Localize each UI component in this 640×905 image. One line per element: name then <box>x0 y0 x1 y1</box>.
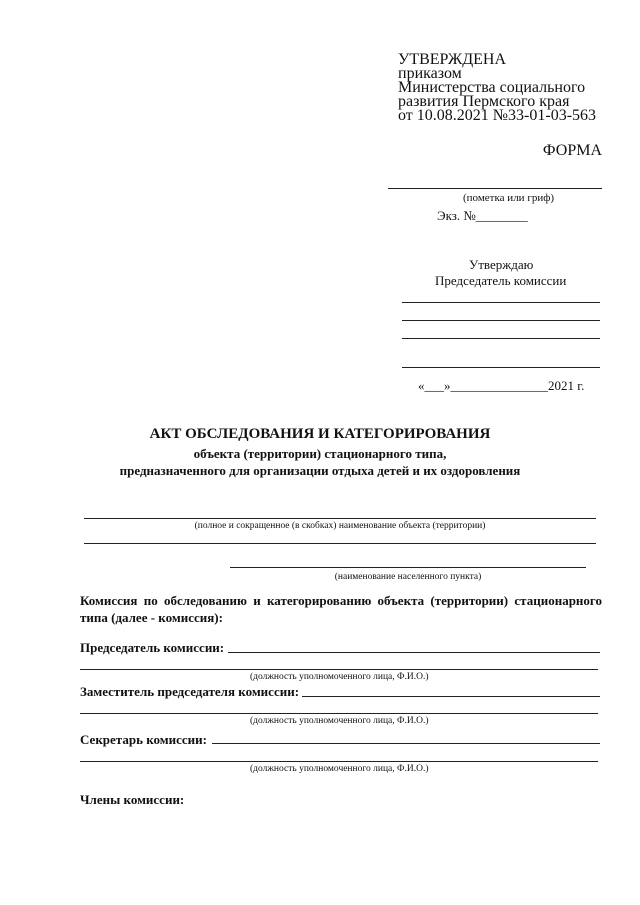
document-subtitle-1: объекта (территории) стационарного типа, <box>193 446 447 461</box>
secretary-line-1 <box>212 743 600 744</box>
signature-line-1 <box>402 302 600 303</box>
approval-order-number: от 10.08.2021 №33-01-03-563 <box>398 107 597 124</box>
copy-number: Экз. №________ <box>437 208 528 223</box>
chair-label: Председатель комиссии: <box>80 640 225 655</box>
document-title: АКТ ОБСЛЕДОВАНИЯ И КАТЕГОРИРОВАНИЯ <box>149 426 491 442</box>
approve-chair: Председатель комиссии <box>435 273 567 288</box>
chair-line-1 <box>228 652 600 653</box>
locality-line <box>230 567 586 568</box>
mark-line <box>388 188 602 189</box>
object-name-line-1 <box>84 518 596 519</box>
members-label: Члены комиссии: <box>80 792 185 807</box>
object-name-caption: (полное и сокращенное (в скобках) наименование объекта (территории) <box>194 521 486 531</box>
deputy-label: Заместитель председателя комиссии: <box>80 684 300 699</box>
approval-by-order: приказом <box>398 65 462 82</box>
secretary-label: Секретарь комиссии: <box>80 732 207 747</box>
approve-date: «___»_______________2021 г. <box>418 378 585 393</box>
deputy-caption: (должность уполномоченного лица, Ф.И.О.) <box>250 716 429 726</box>
signature-line-4 <box>402 367 600 368</box>
form-label: ФОРМА <box>542 142 602 159</box>
document-subtitle-2: предназначенного для организации отдыха детей и их оздоровления <box>119 463 521 478</box>
approval-block <box>398 53 596 123</box>
signature-line-3 <box>402 338 600 339</box>
locality-caption: (наименование населенного пункта) <box>334 572 482 582</box>
secretary-line-2 <box>80 761 598 762</box>
deputy-line-2 <box>80 713 598 714</box>
mark-caption: (пометка или гриф) <box>463 192 555 204</box>
approval-heading: УТВЕРЖДЕНА <box>398 51 507 68</box>
chair-line-2 <box>80 669 598 670</box>
commission-intro: Комиссия по обследованию и категорированию объекта (территории) стационарного типа (далее - комиссия): <box>80 593 602 625</box>
approve-word: Утверждаю <box>469 257 534 272</box>
approval-ministry: Министерства социального <box>398 79 586 96</box>
approval-region: развития Пермского края <box>398 93 570 110</box>
chair-caption: (должность уполномоченного лица, Ф.И.О.) <box>250 672 429 682</box>
signature-line-2 <box>402 320 600 321</box>
object-name-line-2 <box>84 543 596 544</box>
secretary-caption: (должность уполномоченного лица, Ф.И.О.) <box>250 764 429 774</box>
deputy-line-1 <box>302 696 600 697</box>
